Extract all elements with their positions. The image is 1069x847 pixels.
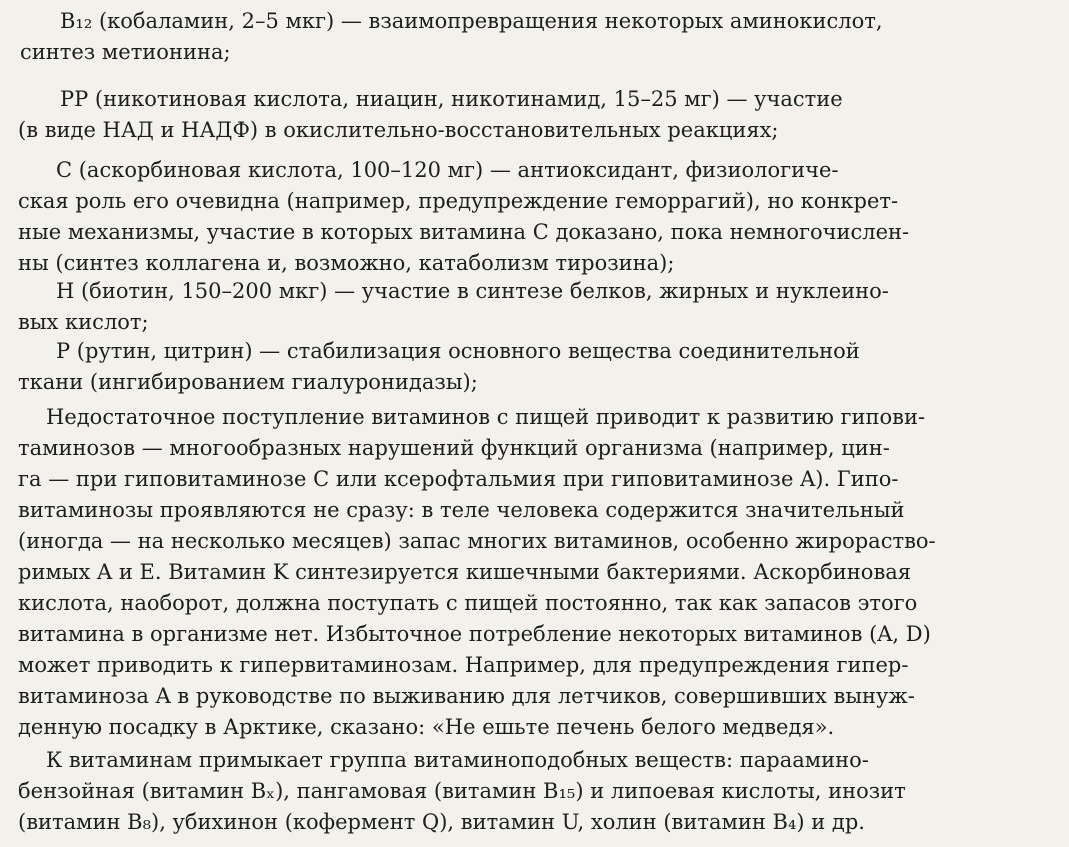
text-line: Недостаточное поступление витаминов с пищей приводит к развитию гипови- xyxy=(46,405,926,429)
text-line: PP (никотиновая кислота, ниацин, никотинамид, 15–25 мг) — участие xyxy=(60,87,843,111)
text-line: P (рутин, цитрин) — стабилизация основного вещества соединительной xyxy=(56,339,860,363)
text-line: витаминоза A в руководстве по выживанию для летчиков, совершивших вынуж- xyxy=(18,684,915,708)
text-line: таминозов — многообразных нарушений функций организма (например, цин- xyxy=(18,436,890,460)
text-line: денную посадку в Арктике, сказано: «Не ешьте печень белого медведя». xyxy=(18,715,835,739)
text-line: (иногда — на несколько месяцев) запас многих витаминов, особенно жирораство- xyxy=(18,529,936,553)
text-line: ткани (ингибированием гиалуронидазы); xyxy=(18,370,478,394)
text-line: ская роль его очевидна (например, предупреждение геморрагий), но конкрет- xyxy=(18,189,899,213)
text-line: вых кислот; xyxy=(18,310,149,334)
text-line: ны (синтез коллагена и, возможно, катаболизм тирозина); xyxy=(18,251,675,275)
text-line: H (биотин, 150–200 мкг) — участие в синтезе белков, жирных и нуклеино- xyxy=(56,279,889,303)
text-line: К витаминам примыкает группа витаминоподобных веществ: парааминo- xyxy=(46,748,869,772)
text-line: (витамин B₈), убихинон (кофермент Q), витамин U, холин (витамин B₄) и др. xyxy=(18,810,865,834)
text-line: B₁₂ (кобаламин, 2–5 мкг) — взаимопревращения некоторых аминокислот, xyxy=(60,9,883,33)
text-line: бензойная (витамин Bₓ), пангамовая (витамин B₁₅) и липоевая кислоты, инозит xyxy=(18,779,906,803)
text-line: витаминозы проявляются не сразу: в теле человека содержится значительный xyxy=(18,498,905,522)
text-line: C (аскорбиновая кислота, 100–120 мг) — антиоксидант, физиологиче- xyxy=(56,158,839,182)
text-line: римых A и E. Витамин K синтезируется кишечными бактериями. Аскорбиновая xyxy=(18,560,912,584)
text-line: ные механизмы, участие в которых витамина C доказано, пока немногочислен- xyxy=(18,220,910,244)
text-line: кислота, наоборот, должна поступать с пищей постоянно, так как запасов этого xyxy=(18,591,918,615)
text-line: (в виде НАД и НАДФ) в окислительно-восстановительных реакциях; xyxy=(18,118,779,142)
text-line: может приводить к гипервитаминозам. Например, для предупреждения гипер- xyxy=(18,653,909,677)
text-line: га — при гиповитаминозе C или ксерофтальмия при гиповитаминозе A). Гипо- xyxy=(18,467,899,491)
text-line: витамина в организме нет. Избыточное потребление некоторых витаминов (A, D) xyxy=(18,622,931,646)
text-line: синтез метионина; xyxy=(20,40,231,64)
